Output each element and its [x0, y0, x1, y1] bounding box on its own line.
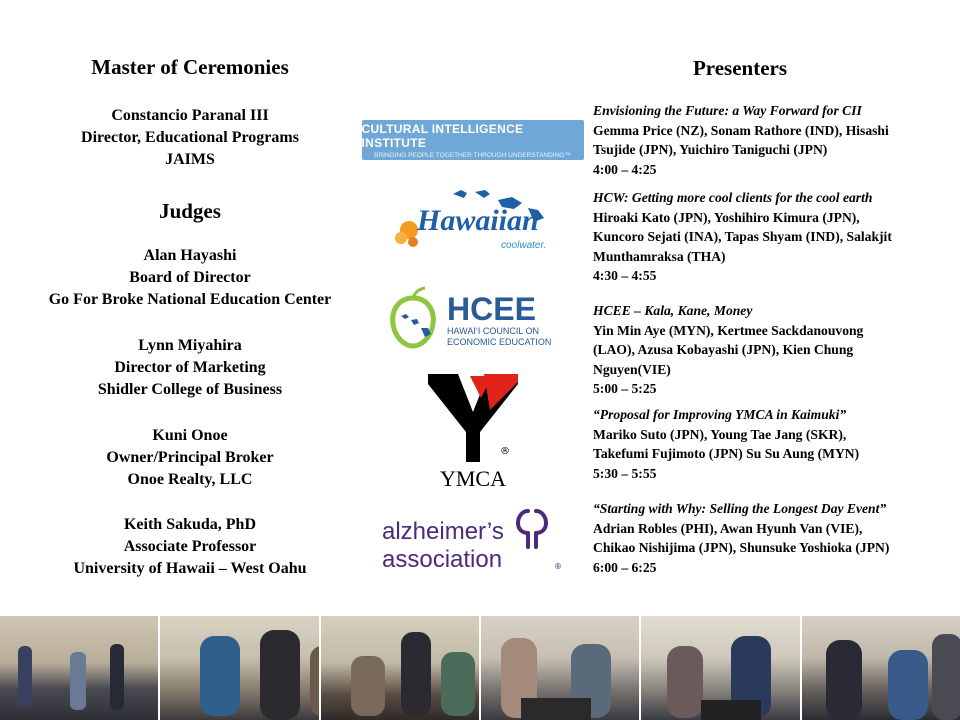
presenter-entry-names: Kuncoro Sejati (INA), Tapas Shyam (IND), Salakjit [593, 229, 892, 244]
presenters-heading: Presenters [692, 56, 788, 80]
photo-2 [160, 616, 318, 720]
judges-heading: Judges [159, 199, 221, 223]
judge-4-name: Keith Sakuda, PhD [123, 516, 257, 533]
presenter-entry-title: “Starting with Why: Selling the Longest Day Event” [593, 501, 887, 516]
photo-6 [802, 616, 960, 720]
presenter-entry-names: Gemma Price (NZ), Sonam Rathore (IND), Hisashi [593, 122, 889, 138]
ymca-logo [360, 370, 585, 490]
photo-1 [0, 616, 158, 720]
photo-5 [641, 616, 799, 720]
hcw-logo-name: Hawaiian [416, 204, 539, 237]
photo-3 [321, 616, 479, 720]
presenter-entry-names: Nguyen(VIE) [593, 361, 671, 377]
judge-2-title: Director of Marketing [114, 359, 266, 376]
judge-1-org: Go For Broke National Education Center [48, 291, 332, 308]
presenter-entry-title: HCEE – Kala, Kane, Money [593, 303, 753, 318]
ymca-registered-mark: ® [499, 446, 510, 457]
judge-4-org: University of Hawaii – West Oahu [73, 560, 307, 577]
judge-1-name: Alan Hayashi [143, 247, 237, 264]
alzheimers-logo [360, 505, 585, 575]
ymca-logo-name: YMCA [439, 466, 506, 490]
presenter-entry-5 [593, 499, 953, 577]
presenter-entry-time: 5:00 – 5:25 [593, 381, 657, 396]
mc-name: Constancio Paranal III [111, 107, 269, 124]
cii-logo-tagline: BRINGING PEOPLE TOGETHER THROUGH UNDERSTANDING™ [374, 151, 571, 159]
cii-logo [360, 119, 585, 161]
alzheimers-logo-line1: alzheimer’s [381, 518, 504, 545]
ymca-logo-graphic [418, 370, 528, 490]
hcee-logo-graphic [383, 286, 563, 352]
photo-strip [0, 616, 960, 720]
alzheimers-registered-mark: ® [553, 562, 562, 571]
judge-4-title: Associate Professor [123, 538, 257, 555]
presenter-entry-names: Chikao Nishijima (JPN), Shunsuke Yoshioka (JPN) [593, 540, 890, 555]
presenter-entry-names: Mariko Suto (JPN), Young Tae Jang (SKR), [593, 426, 847, 442]
presenter-entry-names: Adrian Robles (PHI), Awan Hyunh Van (VIE), [593, 520, 863, 536]
judge-2-org: Shidler College of Business [97, 381, 283, 398]
judge-3-org: Onoe Realty, LLC [127, 471, 253, 488]
hcee-logo-line1: HAWAI‘I COUNCIL ON [446, 326, 539, 336]
mc-heading: Master of Ceremonies [91, 55, 289, 79]
hcw-logo-graphic [383, 186, 563, 256]
hcw-logo [360, 186, 585, 256]
judge-1-title: Board of Director [129, 269, 251, 286]
hcee-logo [360, 285, 585, 353]
judge-3-title: Owner/Principal Broker [106, 449, 274, 466]
judge-2-name: Lynn Miyahira [138, 337, 242, 354]
hcee-logo-line2: ECONOMIC EDUCATION [446, 337, 551, 347]
presenter-entry-time: 5:30 – 5:55 [593, 465, 657, 481]
hcw-logo-tagline: coolwater. [500, 240, 546, 251]
presenter-entry-names: Munthamraksa (THA) [593, 248, 726, 264]
presenter-entry-title: HCW: Getting more cool clients for the cool earth [593, 190, 873, 205]
presenter-entry-names: Yin Min Aye (MYN), Kertmee Sackdanouvong [593, 322, 864, 338]
presenter-entry-time: 4:30 – 4:55 [593, 268, 657, 283]
presenter-entry-3 [593, 301, 953, 399]
presenter-entry-names: (LAO), Azusa Kobayashi (JPN), Kien Chung [593, 342, 854, 357]
presenter-entry-2 [593, 188, 953, 286]
mc-org: JAIMS [165, 151, 215, 168]
judge-3-name: Kuni Onoe [152, 427, 228, 444]
presenter-entry-names: Tsujide (JPN), Yuichiro Taniguchi (JPN) [593, 142, 828, 157]
presenter-entry-1 [593, 101, 953, 179]
presenter-entry-time: 6:00 – 6:25 [593, 559, 657, 575]
presenter-entry-time: 4:00 – 4:25 [593, 161, 657, 177]
presenter-entry-4 [593, 405, 953, 483]
alzheimers-logo-line2: association [381, 546, 502, 573]
presenter-entry-names: Hiroaki Kato (JPN), Yoshihiro Kimura (JPN), [593, 209, 860, 225]
presenter-entry-title: Envisioning the Future: a Way Forward for CII [593, 103, 862, 118]
photo-4 [481, 616, 639, 720]
hcee-logo-name: HCEE [446, 291, 536, 327]
mc-title: Director, Educational Programs [81, 129, 299, 146]
presenter-entry-names: Takefumi Fujimoto (JPN) Su Su Aung (MYN) [593, 446, 860, 461]
presenter-entry-title: “Proposal for Improving YMCA in Kaimuki” [593, 407, 847, 422]
alzheimers-logo-graphic [378, 505, 568, 575]
cii-logo-name: CULTURAL INTELLIGENCE INSTITUTE [361, 121, 524, 150]
